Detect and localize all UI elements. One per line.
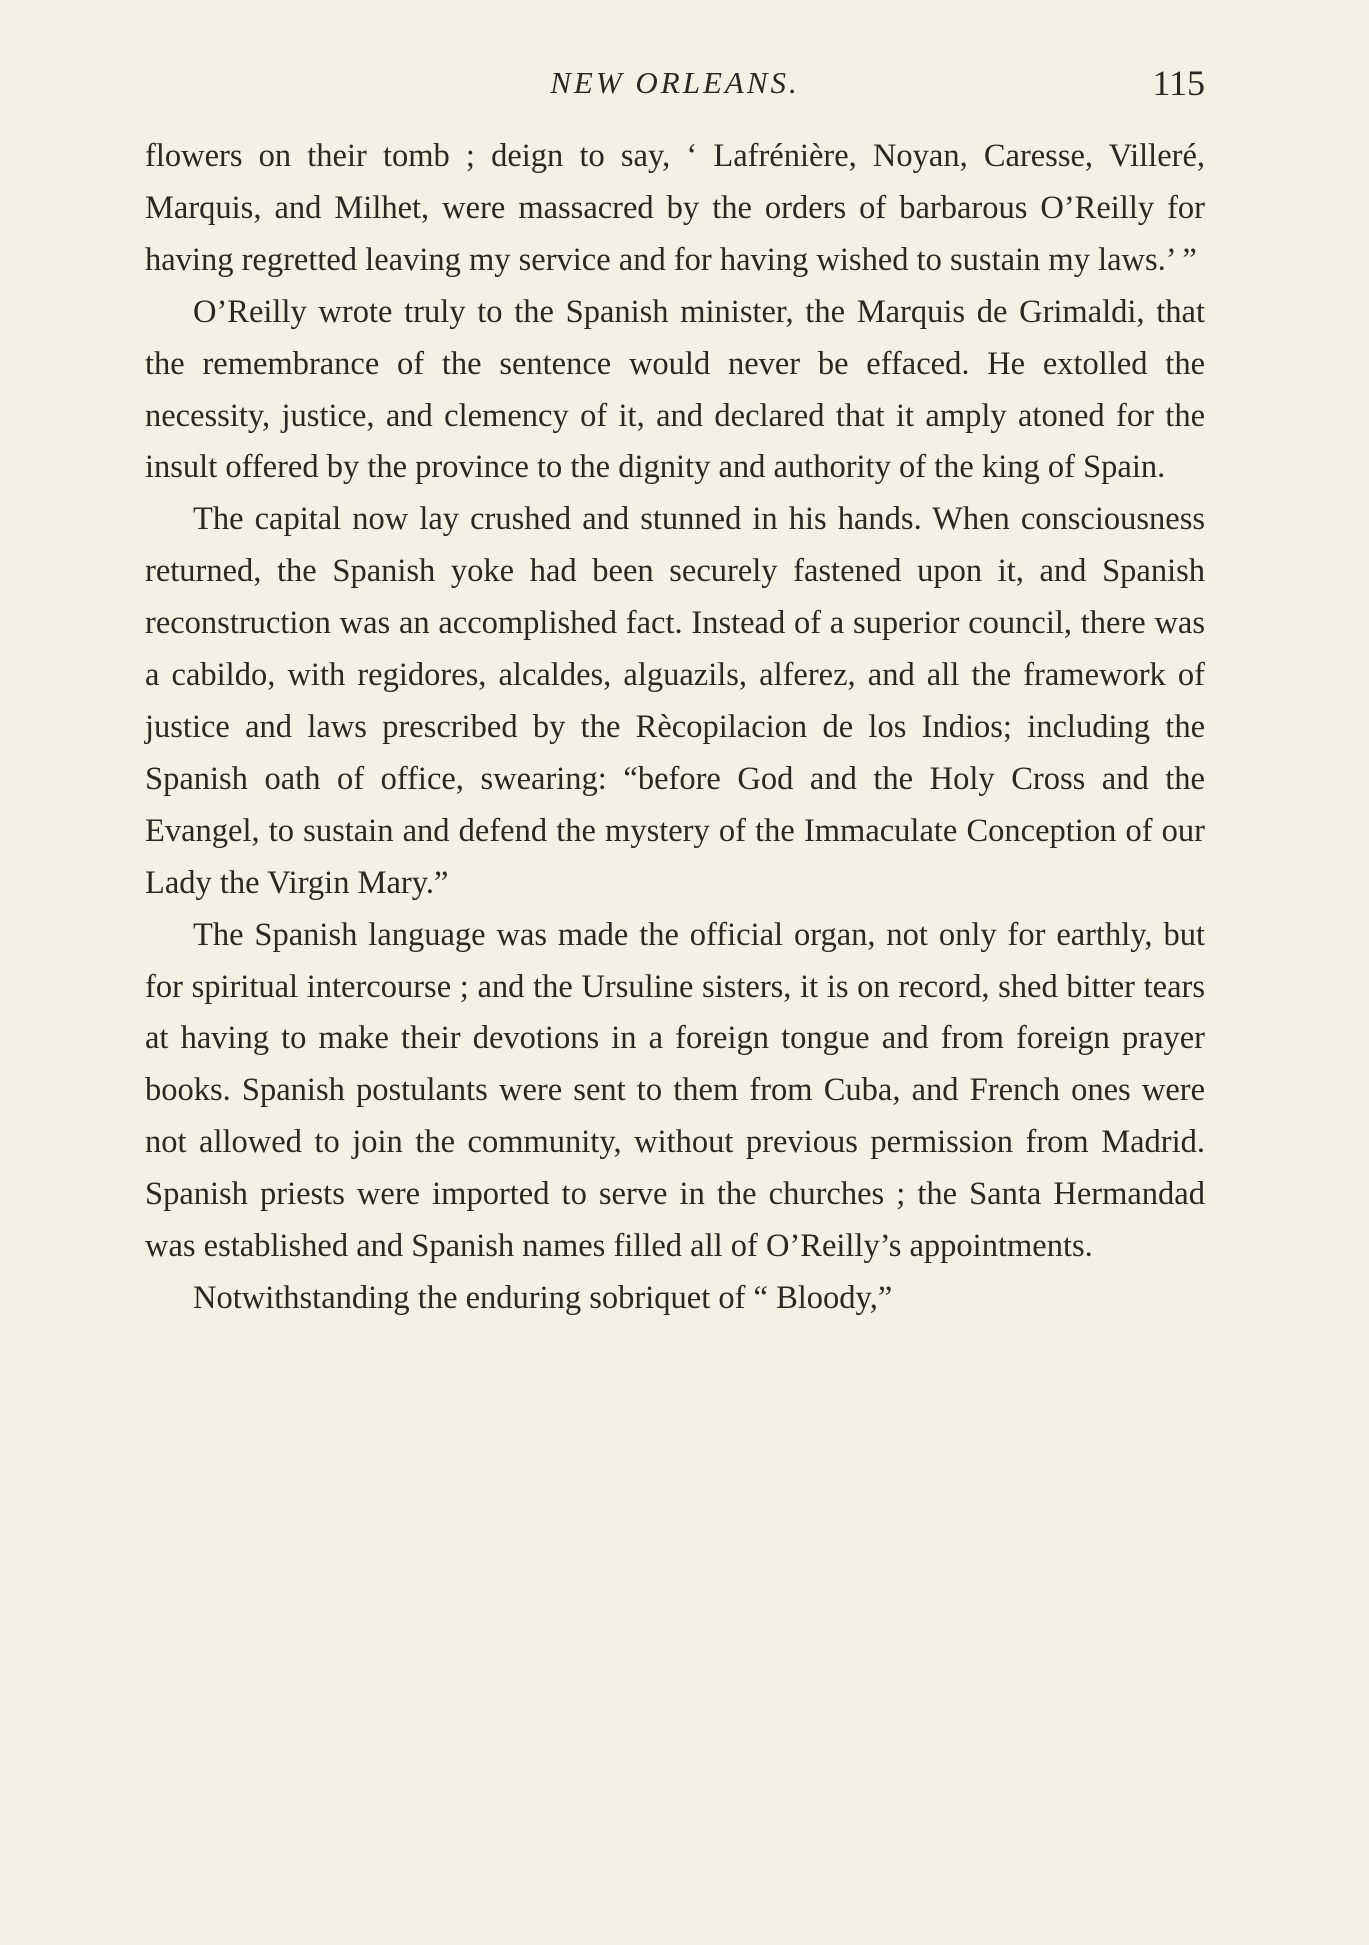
paragraph: The Spanish language was made the official organ, not only for earthly, but for spiritual intercourse ; and the Ursuline sisters, it is on record, shed bitter tears at having to make their devotions in a foreign tongue and from foreign prayer books. Spanish postulants were sent to them from Cuba, and French ones were not allowed to join the community, without previous permission from Madrid. Spanish priests were imported to serve in the churches ; the Santa Hermandad was established and Spanish names filled all of O’Reilly’s appointments. <box>145 916 1205 1265</box>
body-text <box>145 131 1205 1325</box>
paragraph-continuation: flowers on their tomb ; deign to say, ‘ Lafrénière, Noyan, Caresse, Villeré, Marquis, and Milhet, were massacred by the orders of barbarous O’Reilly for having regretted leaving my service and for having wished to sustain my laws.’ ” <box>145 138 1205 278</box>
running-head <box>145 58 1205 108</box>
paragraph: The capital now lay crushed and stunned in his hands. When consciousness returned, the Spanish yoke had been securely fastened upon it, and Spanish reconstruction was an accomplished fact. Instead of a superior council, there was a cabildo, with regidores, alcaldes, alguazils, alferez, and all the framework of justice and laws prescribed by the Rècopilacion de los Indios; including the Spanish oath of office, swearing: “before God and the Holy Cross and the Evangel, to sustain and defend the mystery of the Immaculate Conception of our Lady the Virgin Mary.” <box>145 501 1205 901</box>
running-title: NEW ORLEANS. <box>550 65 800 100</box>
paragraph: Notwithstanding the enduring sobriquet of “ Bloody,” <box>193 1279 893 1316</box>
paragraph: O’Reilly wrote truly to the Spanish minister, the Marquis de Grimaldi, that the remembrance of the sentence would never be effaced. He extolled the necessity, justice, and clemency of it, and declared that it amply atoned for the insult offered by the province to the dignity and authority of the king of Spain. <box>145 293 1205 486</box>
page-number: 115 <box>1152 63 1205 103</box>
